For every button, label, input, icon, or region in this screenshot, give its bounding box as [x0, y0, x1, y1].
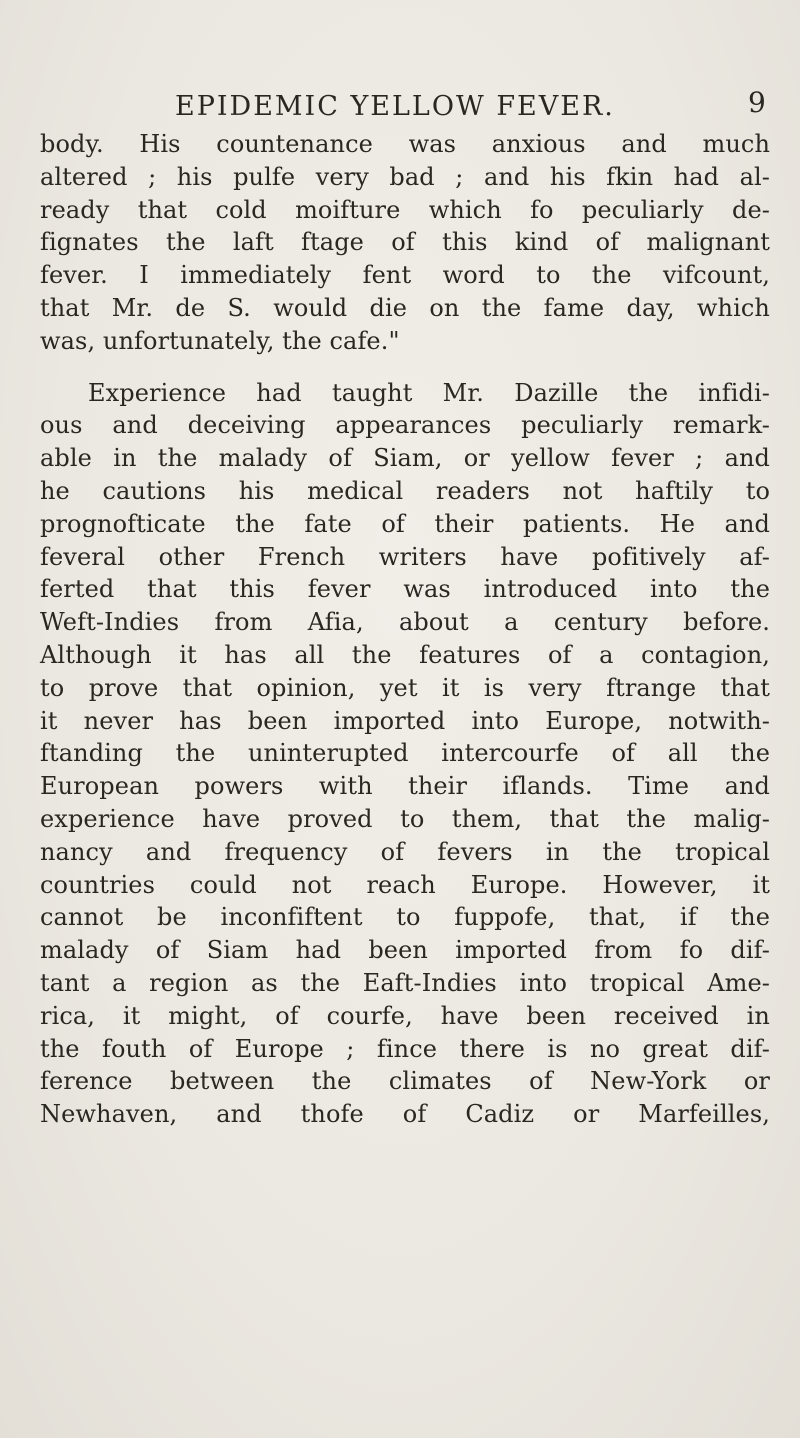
text-line: feveral other French writers have pofitively af- — [40, 542, 770, 571]
text-line: malady of Siam had been imported from fo dif- — [40, 936, 770, 965]
text-line: the fouth of Europe ; fince there is no great dif- — [40, 1034, 770, 1063]
text-line: fignates the laft ftage of this kind of malignant — [40, 228, 770, 257]
text-line: Experience had taught Mr. Dazille the infidi- — [88, 378, 770, 407]
text-line: experience have proved to them, that the malig- — [40, 804, 770, 833]
text-line: fever. I immediately fent word to the vifcount, — [40, 261, 770, 290]
text-line: ferted that this fever was introduced into the — [40, 575, 770, 604]
text-line: Weft-Indies from Afia, about a century before. — [40, 608, 770, 637]
text-line: prognofticate the fate of their patients. He and — [40, 509, 770, 538]
text-line: Newhaven, and thofe of Cadiz or Marfeilles, — [40, 1100, 770, 1129]
paragraph-gap — [40, 358, 770, 377]
text-line: able in the malady of Siam, or yellow fever ; and — [40, 444, 770, 473]
running-title: EPIDEMIC YELLOW FEVER. — [175, 91, 615, 122]
text-line: ready that cold moifture which fo peculiarly de- — [40, 195, 770, 224]
text-line: to prove that opinion, yet it is very ftrange that — [40, 673, 770, 702]
text-line: countries could not reach Europe. However, it — [40, 870, 770, 899]
text-line: cannot be inconfiftent to fuppofe, that, if the — [40, 903, 770, 932]
text-line: that Mr. de S. would die on the fame day, which — [40, 293, 770, 322]
text-line: altered ; his pulfe very bad ; and his fkin had al- — [40, 162, 770, 191]
text-line: he cautions his medical readers not haftily to — [40, 476, 770, 505]
text-line: Although it has all the features of a contagion, — [40, 640, 770, 669]
text-line: was, unfortunately, the cafe." — [40, 326, 400, 355]
page-number: 9 — [748, 86, 766, 119]
text-line: tant a region as the Eaft-Indies into tropical Ame- — [40, 968, 770, 997]
text-line: ftanding the uninterupted intercourfe of all the — [40, 739, 770, 768]
text-line: body. His countenance was anxious and much — [40, 130, 770, 158]
text-line: rica, it might, of courfe, have been received in — [40, 1001, 770, 1030]
text-line: European powers with their iflands. Time and — [40, 772, 770, 801]
body-text — [40, 128, 770, 1131]
text-line: nancy and frequency of fevers in the tropical — [40, 837, 770, 866]
text-line: ference between the climates of New-York or — [40, 1067, 770, 1096]
text-line: it never has been imported into Europe, notwith- — [40, 706, 770, 735]
text-line: ous and deceiving appearances peculiarly remark- — [40, 411, 770, 440]
